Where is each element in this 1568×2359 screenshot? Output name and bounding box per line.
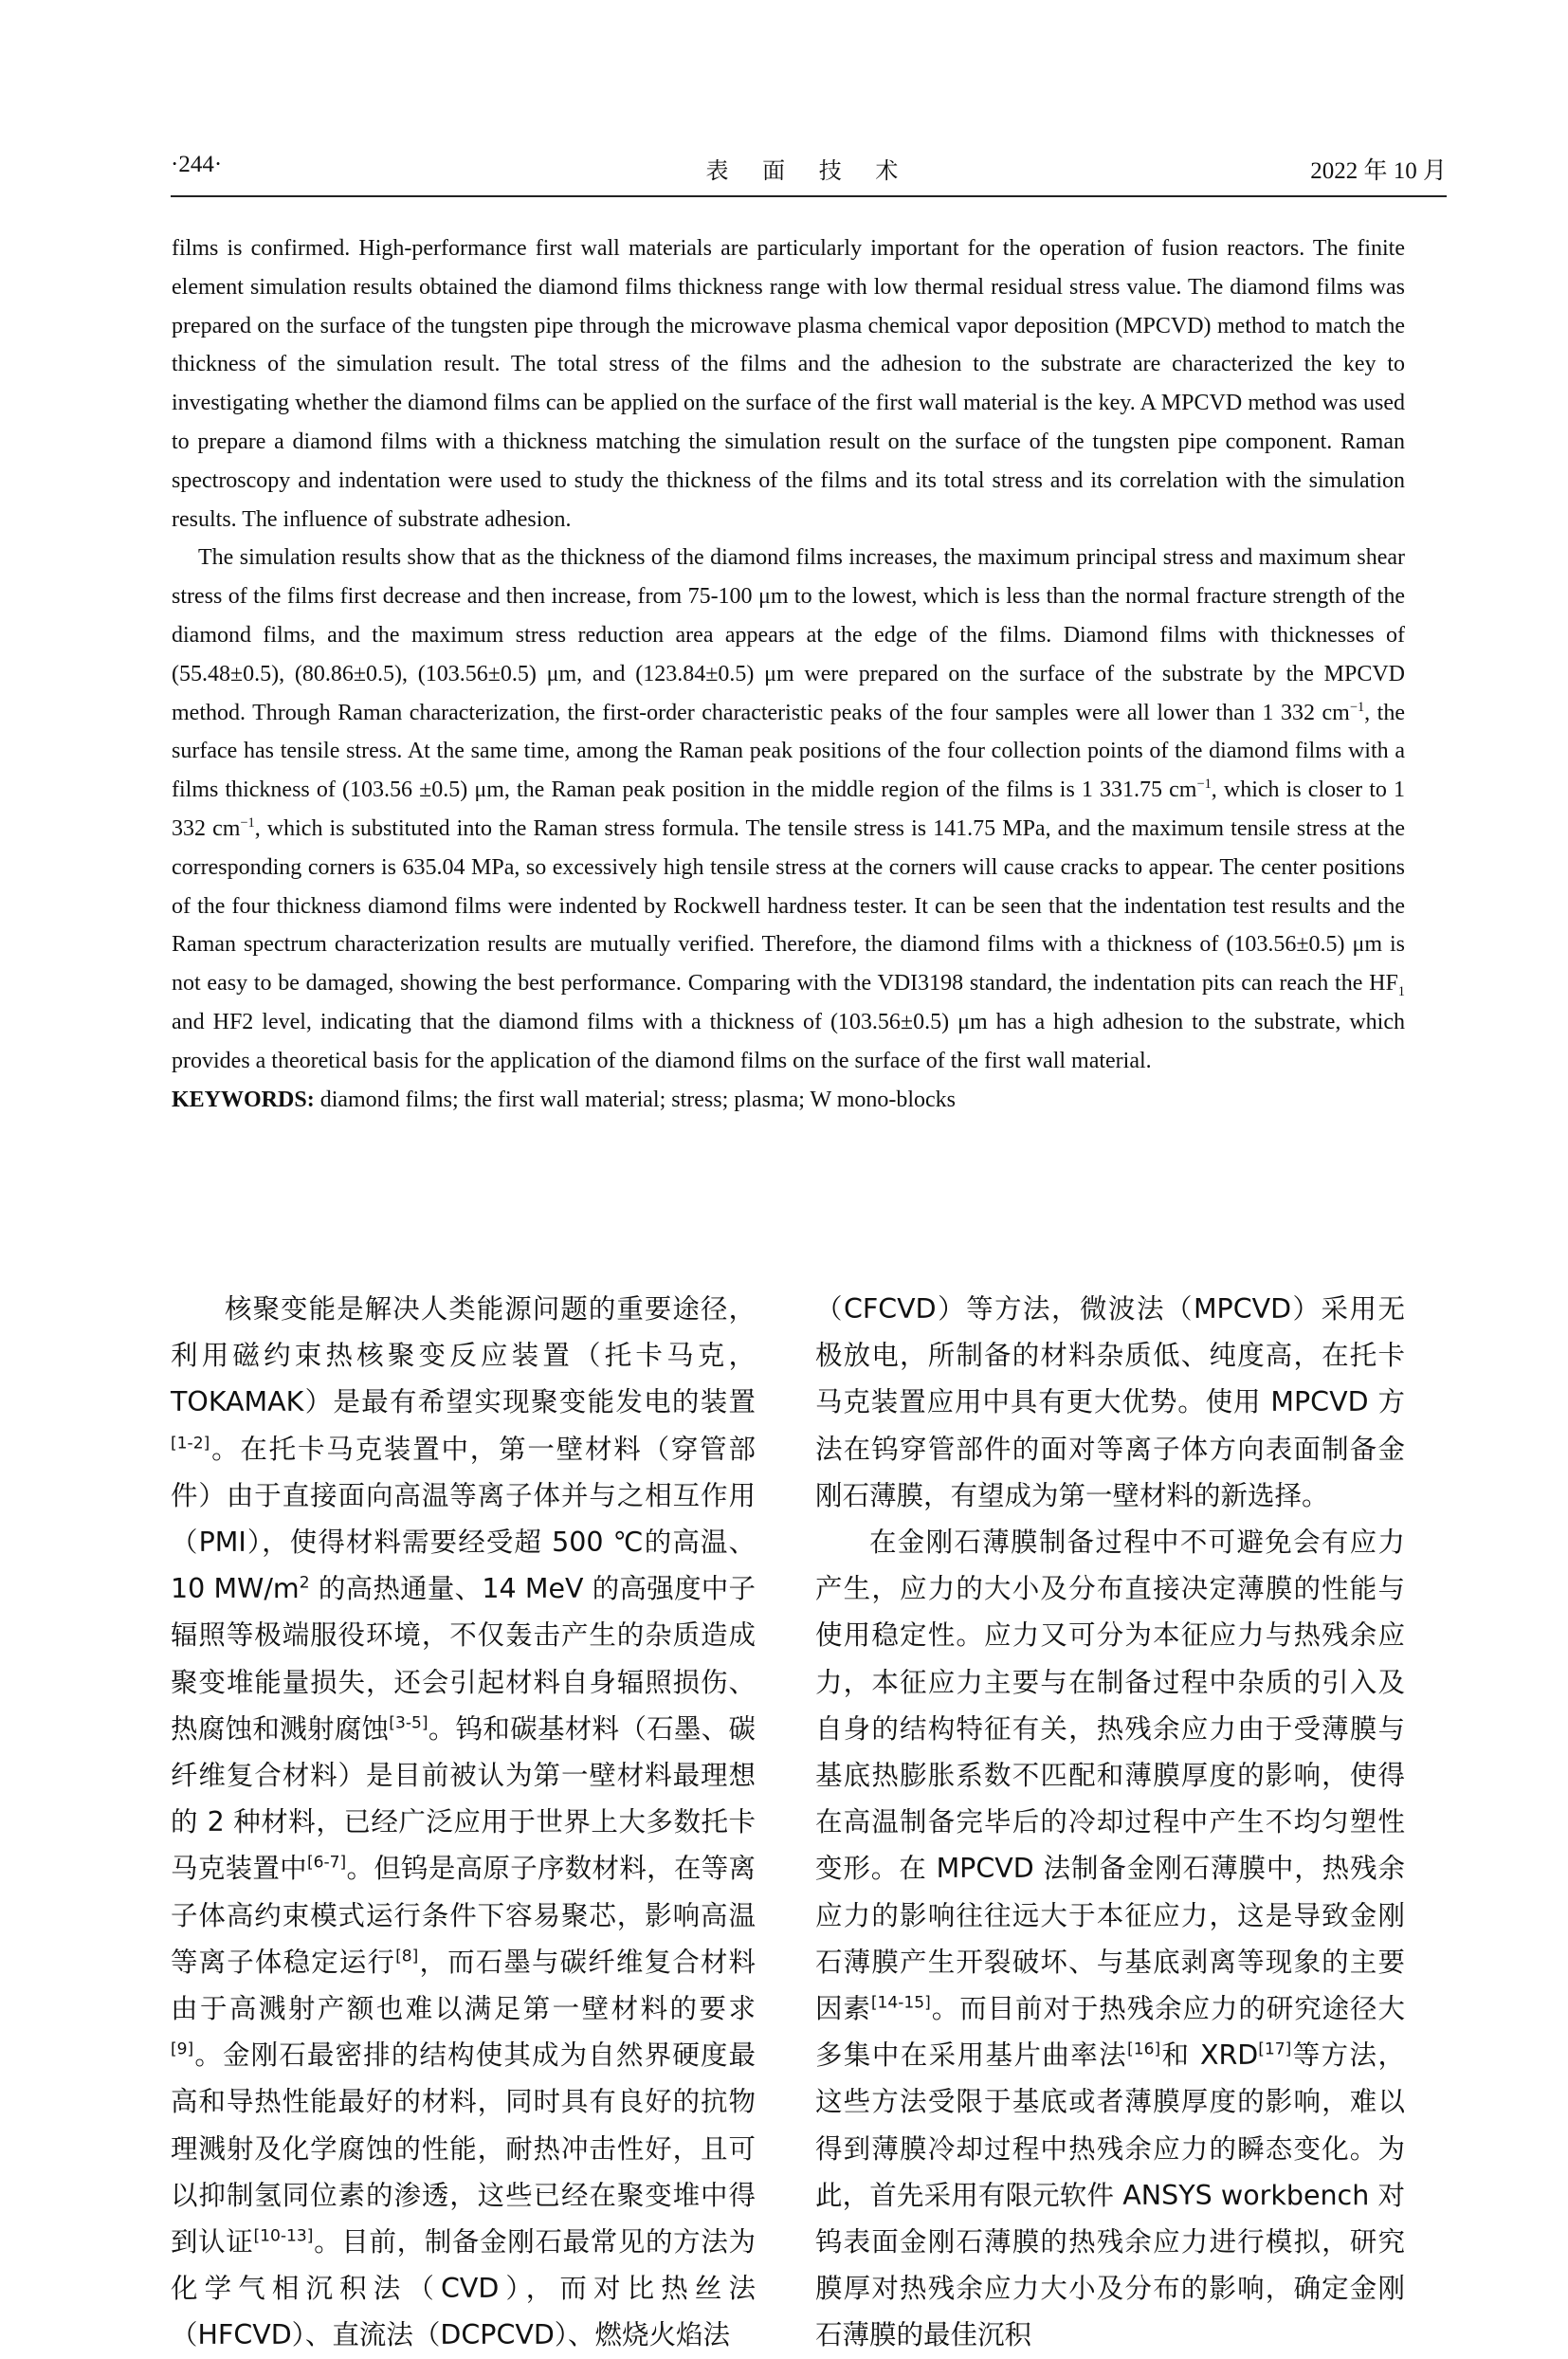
- text-run: 和 XRD: [1160, 2039, 1259, 2072]
- superscript: [10-13]: [253, 2226, 314, 2246]
- body-paragraph: [171, 1286, 756, 2359]
- abstract-paragraph: [172, 229, 1405, 539]
- page-number: ·244·: [171, 152, 223, 177]
- text-run: 。在托卡马克装置中，第一壁材料（穿管部件）由于直接面向高温等离子体并与之相互作用（PMI），使得材料需要经受超 500 ℃的高温、10 MW/m: [171, 1433, 756, 1605]
- superscript: −1: [240, 814, 255, 831]
- text-run: （CFCVD）等方法，微波法（MPCVD）采用无极放电，所制备的材料杂质低、纯度高，在托卡马克装置应用中具有更大优势。使用 MPCVD 方法在钨穿管部件的面对等离子体方向表面制备金刚石薄膜，有望成为第一壁材料的新选择。: [815, 1293, 1405, 1511]
- text-run: 。钨和碳基材料（石墨、碳纤维复合材料）是目前被认为第一壁材料最理想的 2 种材料，已经广泛应用于世界上大多数托卡马克装置中: [171, 1712, 756, 1885]
- text-run: , which is closer to 1 332 cm: [172, 777, 1405, 841]
- superscript: [17]: [1258, 2039, 1292, 2059]
- body-column-left: [171, 1286, 756, 2359]
- superscript: [3-5]: [389, 1713, 428, 1733]
- text-run: 核聚变能是解决人类能源问题的重要途径，利用磁约束热核聚变反应装置（托卡马克，TOKAMAK）是最有希望实现聚变能发电的装置: [171, 1293, 756, 1418]
- text-run: 在金刚石薄膜制备过程中不可避免会有应力产生，应力的大小及分布直接决定薄膜的性能与使用稳定性。应力又可分为本征应力与热残余应力，本征应力主要与在制备过程中杂质的引入及自身的结构特征有关，热残余应力由于受薄膜与基底热膨胀系数不匹配和薄膜厚度的影响，使得在高温制备完毕后的冷却过程中产生不均匀塑性变形。在 MPCVD 法制备金刚石薄膜中，热残余应力的影响往往远大于本征应力，这是导致金刚石薄膜产生开裂破坏、与基底剥离等现象的主要因素: [815, 1527, 1405, 2025]
- text-run: The simulation results show that as the thickness of the diamond films increases, the maximum principal stress and maximum shear stress of the films first decrease and then increase, from 75-100 μm to the lowest, which is less than the normal fracture strength of the diamond films, and the maximum stress reduction area appears at the edge of the films. Diamond films with thicknesses of (55.48±0.5), (80.86±0.5), (103.56±0.5) μm, and (123.84±0.5) μm were prepared on the surface of the substrate by the MPCVD method. Through Raman characterization, the first-order characteristic peaks of the four samples were all lower than 1 332 cm: [172, 545, 1405, 725]
- text-run: ，而石墨与碳纤维复合材料由于高溅射产额也难以满足第一壁材料的要求: [171, 1946, 756, 2025]
- keywords-label: KEYWORDS:: [172, 1087, 315, 1112]
- superscript: [6-7]: [306, 1853, 347, 1873]
- keywords-text: diamond films; the first wall material; stress; plasma; W mono-blocks: [314, 1087, 957, 1112]
- abstract-paragraph: [172, 539, 1405, 1080]
- superscript: −1: [1349, 699, 1365, 715]
- superscript: 2: [299, 1573, 310, 1593]
- running-header: [171, 152, 1447, 190]
- text-run: 。而目前对于热残余应力的研究途径大多集中在采用基片曲率法: [815, 1993, 1405, 2072]
- superscript: [8]: [395, 1947, 419, 1966]
- subscript: 1: [1397, 983, 1405, 999]
- issue-date: 2022 年 10 月: [1310, 158, 1447, 184]
- text-run: , which is substituted into the Raman stress formula. The tensile stress is 141.75 MPa, and the maximum tensile stress at the corresponding corners is 635.04 MPa, so excessively high tensile stress at the corners will cause cracks to appear. The center positions of the four thickness diamond films were indented by Rockwell hardness tester. It can be seen that the indentation test results and the Raman spectrum characterization results are mutually verified. Therefore, the diamond films with a thickness of (103.56±0.5) μm is not easy to be damaged, showing the best performance. Comparing with the VDI3198 standard, the indentation pits can reach the HF: [172, 815, 1406, 997]
- text-run: and HF2 level, indicating that the diamond films with a thickness of (103.56±0.5) μm has a high adhesion to the substrate, which provides a theoretical basis for the application of the diamond films on the surface of the first wall material.: [172, 1009, 1405, 1073]
- superscript: [16]: [1127, 2039, 1161, 2059]
- superscript: −1: [1196, 777, 1212, 793]
- body-paragraph: [815, 1286, 1405, 1519]
- body-paragraph: [815, 1519, 1405, 2359]
- text-run: 的高热通量、14 MeV 的高强度中子辐照等极端服役环境，不仅轰击产生的杂质造成聚变堆能量损失，还会引起材料自身辐照损伤、热腐蚀和溅射腐蚀: [171, 1573, 756, 1745]
- journal-title: 表 面 技 术: [705, 157, 912, 184]
- text-run: 等方法，这些方法受限于基底或者薄膜厚度的影响，难以得到薄膜冷却过程中热残余应力的瞬态变化。为此，首先采用有限元软件 ANSYS workbench 对钨表面金刚石薄膜的热残余应力进行模拟，研究膜厚对热残余应力大小及分布的影响，确定金刚石薄膜的最佳沉积: [815, 2039, 1405, 2351]
- text-run: 。金刚石最密排的结构使其成为自然界硬度最高和导热性能最好的材料，同时具有良好的抗物理溅射及化学腐蚀的性能，耐热冲击性好，且可以抑制氢同位素的渗透，这些已经在聚变堆中得到认证: [171, 2039, 756, 2258]
- text-run: , the surface has tensile stress. At the same time, among the Raman peak positions of the four collection points of the diamond films with a films thickness of (103.56 ±0.5) μm, the Raman peak position in the middle region of the films is 1 331.75 cm: [172, 700, 1406, 803]
- keywords: [172, 1081, 1405, 1120]
- body-column-right: [815, 1286, 1405, 2359]
- text-run: 。但钨是高原子序数材料，在等离子体高约束模式运行条件下容易聚芯，影响高温等离子体稳定运行: [171, 1853, 756, 1978]
- superscript: [9]: [171, 2039, 194, 2059]
- english-abstract: [172, 229, 1405, 1119]
- text-run: films is confirmed. High-performance first wall materials are particularly important for the operation of fusion reactors. The finite element simulation results obtained the diamond films thickness range with low thermal residual stress value. The diamond films was prepared on the surface of the tungsten pipe through the microwave plasma chemical vapor deposition (MPCVD) method to match the thickness of the simulation result. The total stress of the films and the adhesion to the substrate are characterized the key to investigating whether the diamond films can be applied on the surface of the first wall material is the key. A MPCVD method was used to prepare a diamond films with a thickness matching the simulation result on the surface of the tungsten pipe component. Raman spectroscopy and indentation were used to study the thickness of the films and its total stress and its correlation with the simulation results. The influence of substrate adhesion.: [172, 236, 1405, 532]
- header-rule: [171, 195, 1447, 197]
- superscript: [1-2]: [171, 1434, 210, 1454]
- superscript: [14-15]: [870, 1993, 931, 2013]
- text-run: 。目前，制备金刚石最常见的方法为化学气相沉积法（CVD），而对比热丝法（HFCVD）、直流法（DCPCVD）、燃烧火焰法: [171, 2226, 756, 2351]
